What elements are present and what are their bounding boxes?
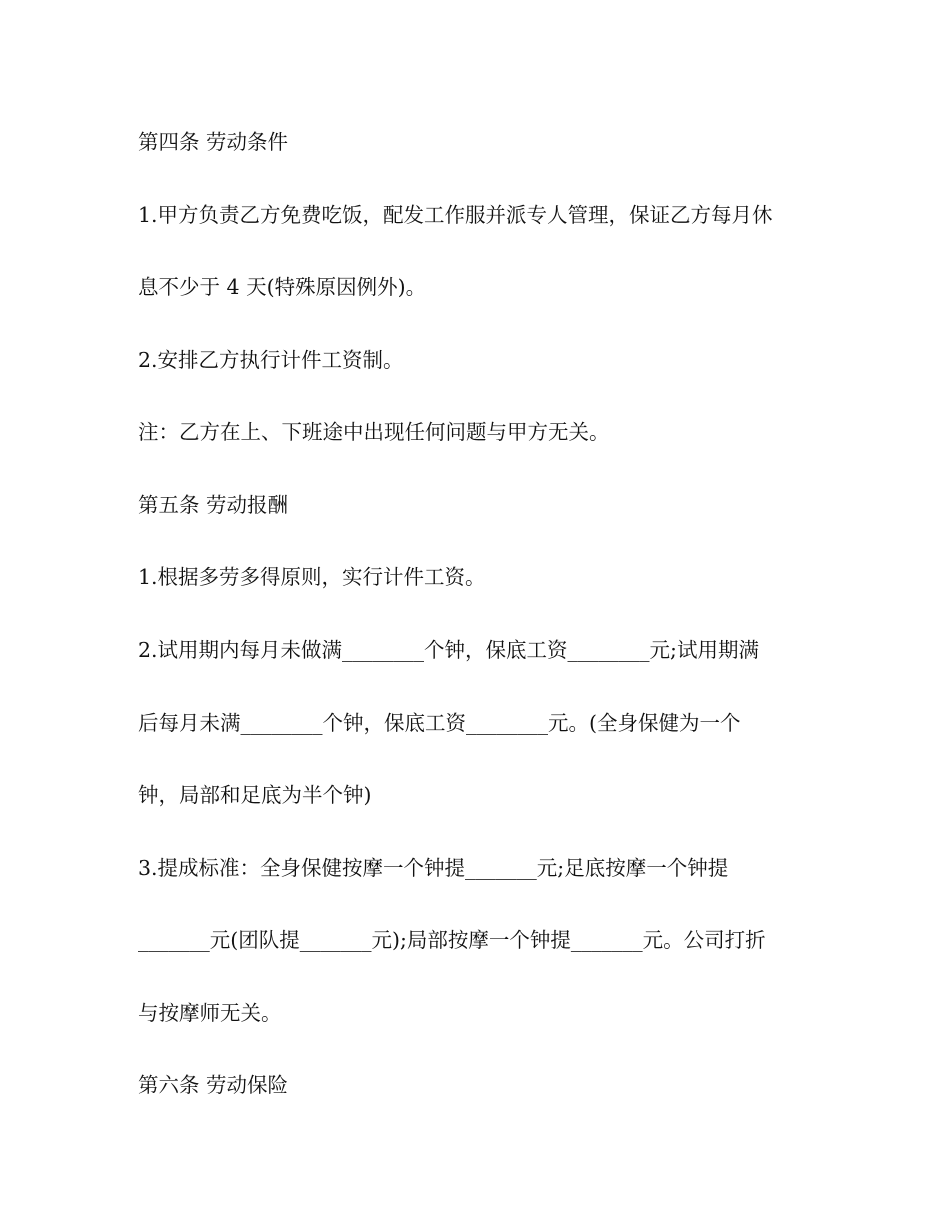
section-heading-article-5: 第五条 劳动报酬 [138,493,289,517]
paragraph-line: _______元(团队提_______元);局部按摩一个钟提_______元。公司打折 [138,928,766,952]
paragraph-line: 1.根据多劳多得原则，实行计件工资。 [138,565,486,589]
paragraph-line: 息不少于 4 天(特殊原因例外)。 [138,275,427,299]
paragraph-line: 钟，局部和足底为半个钟) [138,783,372,807]
paragraph-line: 1.甲方负责乙方免费吃饭，配发工作服并派专人管理，保证乙方每月休 [138,203,773,227]
paragraph-line: 后每月未满________个钟，保底工资________元。(全身保健为一个 [138,711,741,735]
section-heading-article-4: 第四条 劳动条件 [138,130,289,154]
section-heading-article-6: 第六条 劳动保险 [138,1073,289,1097]
paragraph-line: 2.试用期内每月未做满________个钟，保底工资________元;试用期满 [138,638,759,662]
paragraph-line: 注：乙方在上、下班途中出现任何问题与甲方无关。 [138,420,610,444]
paragraph-line: 与按摩师无关。 [138,1001,282,1025]
paragraph-line: 3.提成标准：全身保健按摩一个钟提_______元;足底按摩一个钟提 [138,856,729,880]
paragraph-line: 2.安排乙方执行计件工资制。 [138,348,404,372]
